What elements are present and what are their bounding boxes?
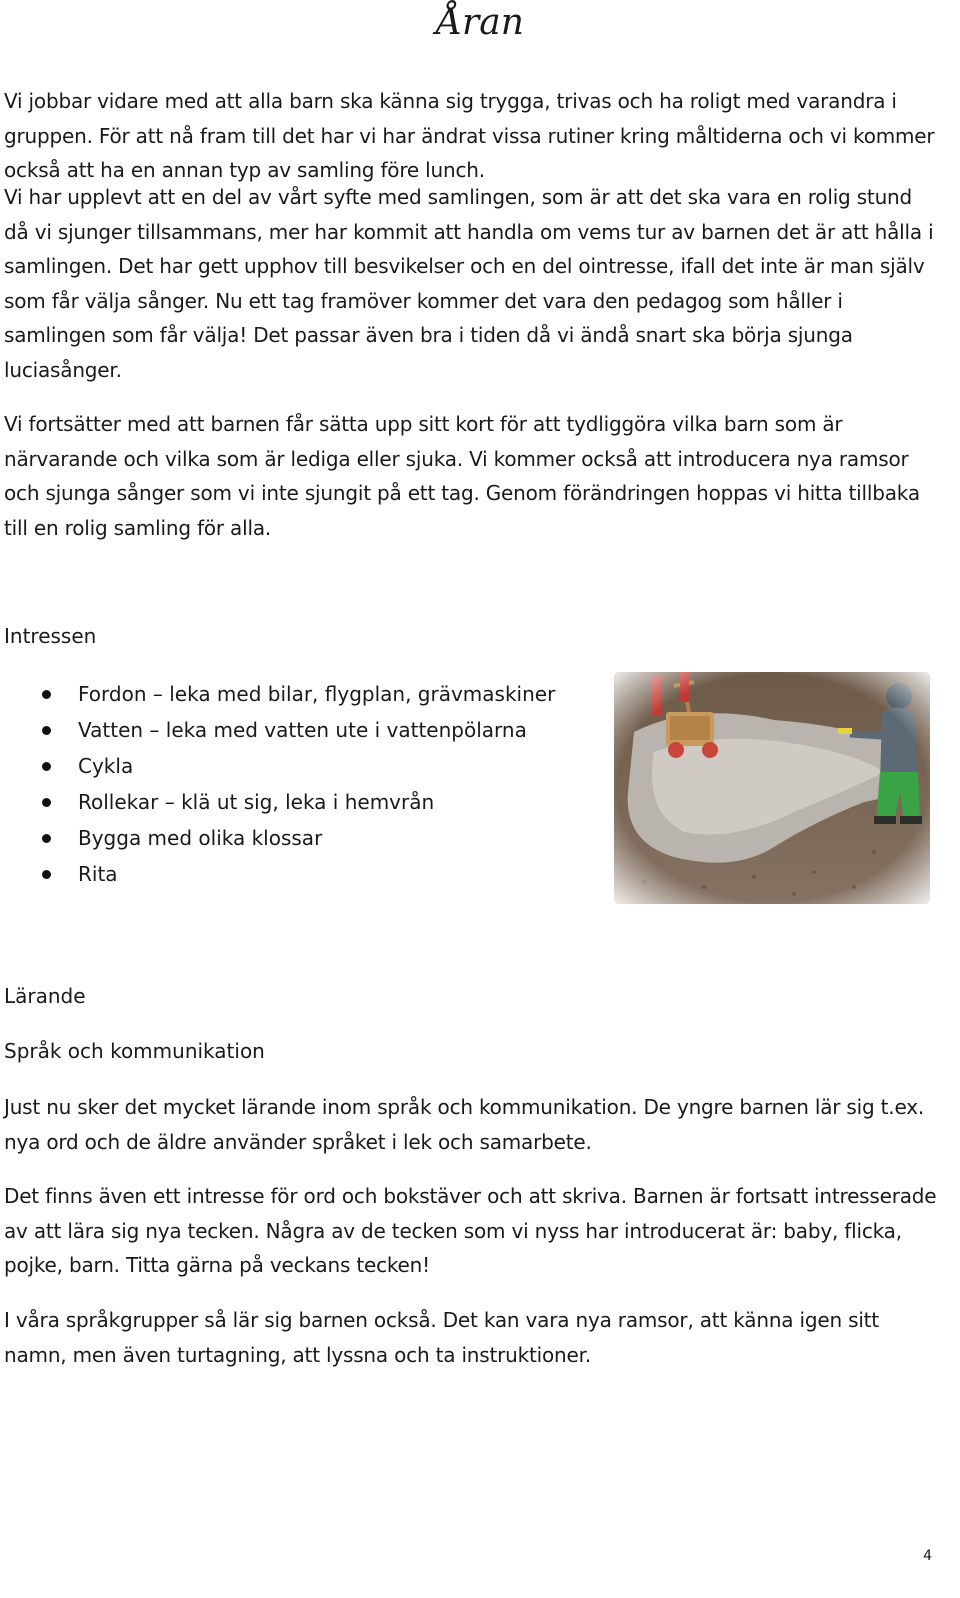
list-item-text: Cykla [78, 754, 134, 778]
bullet-icon [42, 690, 51, 699]
page-number: 4 [923, 1548, 932, 1564]
learning-subheading: Språk och kommunikation [4, 1039, 265, 1063]
photo-children-puddle [614, 672, 930, 904]
list-item [0, 856, 600, 892]
intro-paragraph-1: Vi jobbar vidare med att alla barn ska känna sig trygga, trivas och ha roligt med varandra i gruppen. För att nå fram till det har vi har ändrat vissa rutiner kring måltiderna och vi kommer också att ha en annan typ av samling före lunch. [4, 89, 935, 182]
bullet-icon [42, 798, 51, 807]
interests-list [0, 676, 600, 892]
bullet-icon [42, 870, 51, 879]
bullet-icon [42, 762, 51, 771]
intro-paragraph-2: Vi har upplevt att en del av vårt syfte med samlingen, som är att det ska vara en rolig stund då vi sjunger tillsammans, mer har kommit att handla om vems tur av barnen det är att hålla i samlingen. Det har gett upphov till besvikelser och en del ointresse, ifall det inte är man själv som får välja sånger. Nu ett tag framöver kommer det vara den pedagog som håller i samlingen som får välja! Det passar även bra i tiden då vi ändå snart ska börja sjunga luciasånger. [4, 185, 934, 382]
page-title-text: Åran [436, 2, 524, 43]
list-item-text: Bygga med olika klossar [78, 826, 323, 850]
bullet-icon [42, 726, 51, 735]
interests-heading: Intressen [4, 624, 97, 648]
intro-paragraph-3: Vi fortsätter med att barnen får sätta upp sitt kort för att tydliggöra vilka barn som är närvarande och vilka som är lediga eller sjuka. Vi kommer också att introducera nya ramsor och sjunga sånger som vi inte sjungit på ett tag. Genom förändringen hoppas vi hitta tillbaka till en rolig samling för alla. [4, 412, 920, 540]
list-item [0, 676, 600, 712]
list-item [0, 712, 600, 748]
page-title [0, 0, 960, 46]
list-item [0, 748, 600, 784]
learning-heading: Lärande [4, 984, 86, 1008]
list-item-text: Fordon – leka med bilar, flygplan, grävmaskiner [78, 682, 556, 706]
learning-paragraph-1: Just nu sker det mycket lärande inom språk och kommunikation. De yngre barnen lär sig t.ex. nya ord och de äldre använder språket i lek och samarbete. [4, 1095, 925, 1154]
bullet-icon [42, 834, 51, 843]
learning-paragraph-3: I våra språkgrupper så lär sig barnen också. Det kan vara nya ramsor, att känna igen sitt namn, men även turtagning, att lyssna och ta instruktioner. [4, 1308, 879, 1367]
list-item [0, 820, 600, 856]
list-item [0, 784, 600, 820]
list-item-text: Rita [78, 862, 118, 886]
list-item-text: Rollekar – klä ut sig, leka i hemvrån [78, 790, 435, 814]
list-item-text: Vatten – leka med vatten ute i vattenpölarna [78, 718, 527, 742]
learning-paragraph-2: Det finns även ett intresse för ord och bokstäver och att skriva. Barnen är fortsatt intresserade av att lära sig nya tecken. Några av de tecken som vi nyss har introducerat är: baby, flicka, pojke, barn. Titta gärna på veckans tecken! [4, 1184, 937, 1277]
